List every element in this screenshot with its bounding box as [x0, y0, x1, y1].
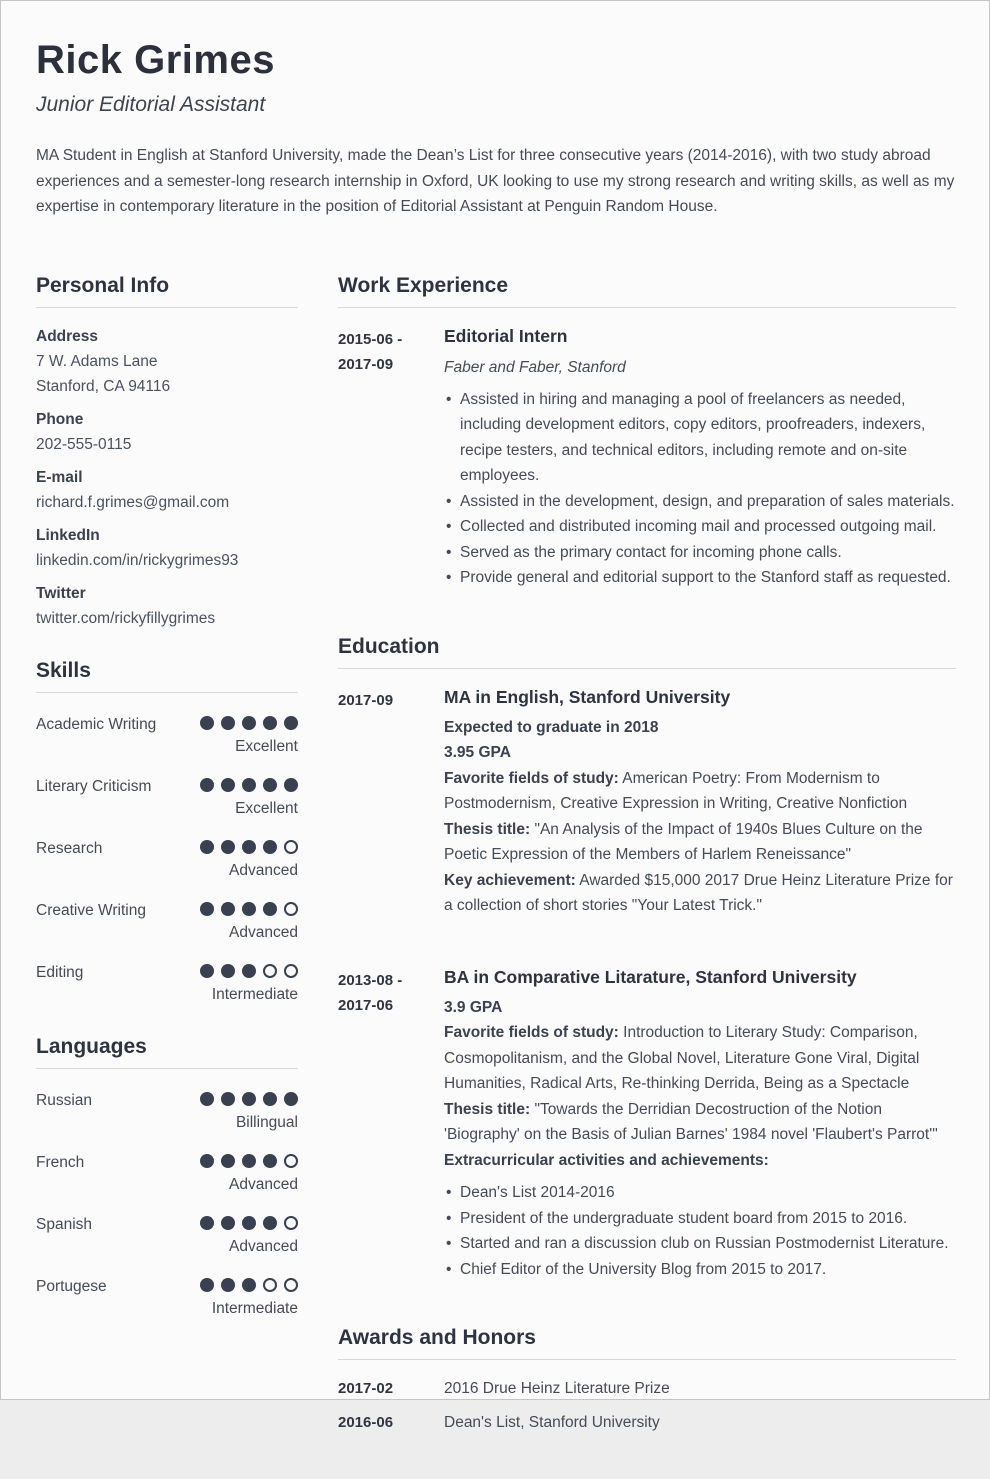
education-entry-body [444, 685, 956, 919]
right-column [338, 274, 956, 1479]
rating-row [36, 1271, 298, 1321]
education-details [444, 995, 956, 1174]
languages-heading: Languages [36, 1035, 298, 1069]
rating-value [200, 709, 298, 759]
education-detail-line [444, 766, 956, 817]
detail-label: Favorite fields of study: [444, 1024, 619, 1041]
detail-text: Awarded $15,000 2017 Drue Heinz Literature Prize for a collection of short stories "Your Latest Trick." [444, 872, 953, 915]
detail-text: "Towards the Derridian Decostruction of the Notion 'Biography' on the Basis of Julian Barnes' 1984 novel 'Flaubert's Parrot'" [444, 1101, 938, 1144]
detail-label: Favorite fields of study: [444, 770, 619, 787]
filled-dot-icon [221, 716, 235, 730]
job-bullet: • Collected and distributed incoming mail and processed outgoing mail. [444, 514, 956, 540]
rating-dots [200, 1085, 298, 1106]
personal-info-value: twitter.com/rickyfillygrimes [36, 606, 298, 631]
award-title: Dean's List, Stanford University [444, 1410, 956, 1435]
awards-heading: Awards and Honors [338, 1326, 956, 1360]
rating-dots [200, 771, 298, 792]
rating-value [200, 957, 298, 1007]
filled-dot-icon [221, 778, 235, 792]
detail-label: Thesis title: [444, 821, 530, 838]
skills-list [36, 709, 298, 1007]
personal-info-label: Twitter [36, 581, 298, 606]
rating-value [200, 1209, 298, 1259]
personal-info-label: E-mail [36, 465, 298, 490]
rating-value [200, 1147, 298, 1197]
rating-value [200, 1085, 298, 1135]
education-detail-line [444, 995, 956, 1021]
entry-date-line: 2017-09 [338, 352, 444, 377]
personal-info-label: LinkedIn [36, 523, 298, 548]
work-entry [338, 324, 956, 591]
rating-row [36, 957, 298, 1007]
rating-value [200, 895, 298, 945]
rating-row [36, 833, 298, 883]
filled-dot-icon [221, 964, 235, 978]
personal-info-value: linkedin.com/in/rickygrimes93 [36, 548, 298, 573]
rating-dots [200, 1209, 298, 1230]
education-detail-line [444, 817, 956, 868]
empty-dot-icon [284, 964, 298, 978]
award-row [338, 1410, 956, 1435]
resume-header [36, 37, 956, 220]
filled-dot-icon [200, 1216, 214, 1230]
education-bullet: • Started and ran a discussion club on Russian Postmodernist Literature. [444, 1231, 956, 1257]
personal-info-list [36, 324, 298, 631]
rating-name: Academic Writing [36, 709, 156, 759]
candidate-title: Junior Editorial Assistant [36, 92, 956, 118]
work-entries [338, 324, 956, 591]
education-detail-line [444, 1097, 956, 1148]
rating-row [36, 895, 298, 945]
detail-label: Expected to graduate in 2018 [444, 719, 659, 736]
skills-heading: Skills [36, 659, 298, 693]
awards-list [338, 1376, 956, 1435]
award-title: 2016 Drue Heinz Literature Prize [444, 1376, 956, 1401]
filled-dot-icon [263, 716, 277, 730]
education-detail-line [444, 1020, 956, 1097]
rating-dots [200, 895, 298, 916]
filled-dot-icon [284, 778, 298, 792]
filled-dot-icon [242, 1092, 256, 1106]
personal-info-label: Phone [36, 407, 298, 432]
award-row [338, 1376, 956, 1401]
detail-label: 3.9 GPA [444, 999, 502, 1016]
filled-dot-icon [200, 840, 214, 854]
rating-name: Editing [36, 957, 83, 1007]
entry-date-line: 2015-06 - [338, 327, 444, 352]
section-education [338, 635, 956, 1283]
rating-level-label: Advanced [200, 858, 298, 883]
filled-dot-icon [263, 1154, 277, 1168]
filled-dot-icon [242, 1278, 256, 1292]
filled-dot-icon [221, 1216, 235, 1230]
company-name: Faber and Faber, Stanford [444, 355, 956, 380]
education-entry [338, 685, 956, 919]
rating-name: Russian [36, 1085, 92, 1135]
education-detail-line [444, 740, 956, 766]
detail-label: 3.95 GPA [444, 744, 511, 761]
rating-row [36, 1085, 298, 1135]
rating-name: Portugese [36, 1271, 107, 1321]
filled-dot-icon [221, 1154, 235, 1168]
rating-name: French [36, 1147, 84, 1197]
rating-value [200, 771, 298, 821]
rating-level-label: Advanced [200, 1172, 298, 1197]
rating-row [36, 709, 298, 759]
profile-summary: MA Student in English at Stanford University, made the Dean’s List for three consecutive years (2014-2016), with two study abroad experiences and a semester-long research internship in Oxford, UK looking to use my strong research and writing skills, as well as my expertise in contemporary literature in the position of Editorial Assistant at Penguin Random House. [36, 143, 956, 220]
section-awards [338, 1326, 956, 1435]
filled-dot-icon [242, 902, 256, 916]
rating-value [200, 1271, 298, 1321]
rating-name: Literary Criticism [36, 771, 151, 821]
personal-info-value: richard.f.grimes@gmail.com [36, 490, 298, 515]
filled-dot-icon [200, 1278, 214, 1292]
languages-list [36, 1085, 298, 1321]
filled-dot-icon [242, 716, 256, 730]
job-title: Editorial Intern [444, 324, 956, 348]
section-work-experience [338, 274, 956, 591]
education-details [444, 715, 956, 919]
entry-date-range [338, 324, 444, 591]
rating-level-label: Excellent [200, 734, 298, 759]
rating-level-label: Advanced [200, 920, 298, 945]
rating-row [36, 771, 298, 821]
personal-info-item [36, 581, 298, 631]
filled-dot-icon [200, 964, 214, 978]
filled-dot-icon [221, 902, 235, 916]
rating-row [36, 1147, 298, 1197]
filled-dot-icon [221, 840, 235, 854]
filled-dot-icon [200, 1154, 214, 1168]
entry-date-line: 2017-09 [338, 688, 444, 713]
filled-dot-icon [242, 1216, 256, 1230]
rating-level-label: Excellent [200, 796, 298, 821]
personal-info-label: Address [36, 324, 298, 349]
empty-dot-icon [263, 1278, 277, 1292]
section-skills [36, 659, 298, 1007]
rating-level-label: Billingual [200, 1110, 298, 1135]
personal-info-item [36, 465, 298, 515]
detail-label: Key achievement: [444, 872, 576, 889]
rating-dots [200, 957, 298, 978]
empty-dot-icon [284, 840, 298, 854]
detail-text: American Poetry: From Modernism to Postmodernism, Creative Expression in Writing, Creative Nonfiction [444, 770, 907, 813]
degree-title: MA in English, Stanford University [444, 685, 956, 709]
education-bullet: • President of the undergraduate student board from 2015 to 2016. [444, 1206, 956, 1232]
education-bullet: • Chief Editor of the University Blog from 2015 to 2017. [444, 1257, 956, 1283]
work-experience-heading: Work Experience [338, 274, 956, 308]
rating-value [200, 833, 298, 883]
filled-dot-icon [242, 778, 256, 792]
empty-dot-icon [284, 1154, 298, 1168]
filled-dot-icon [263, 1092, 277, 1106]
detail-text: Introduction to Literary Study: Comparison, Cosmopolitanism, and the Global Novel, Literature Gone Viral, Digital Humanities, Radical Arts, Re-thinking Derrida, Being as a Spectacle [444, 1024, 919, 1092]
award-date: 2017-02 [338, 1376, 444, 1401]
section-personal-info [36, 274, 298, 631]
filled-dot-icon [263, 778, 277, 792]
rating-dots [200, 709, 298, 730]
filled-dot-icon [284, 1092, 298, 1106]
empty-dot-icon [263, 964, 277, 978]
education-entry [338, 965, 956, 1283]
education-detail-line [444, 868, 956, 919]
personal-info-heading: Personal Info [36, 274, 298, 308]
filled-dot-icon [242, 840, 256, 854]
empty-dot-icon [284, 902, 298, 916]
education-bullet-list [444, 1180, 956, 1282]
entry-date-line: 2013-08 - [338, 968, 444, 993]
rating-level-label: Advanced [200, 1234, 298, 1259]
personal-info-value: 202-555-0115 [36, 432, 298, 457]
rating-dots [200, 1271, 298, 1292]
empty-dot-icon [284, 1216, 298, 1230]
rating-level-label: Intermediate [200, 1296, 298, 1321]
filled-dot-icon [263, 840, 277, 854]
rating-dots [200, 833, 298, 854]
detail-label: Thesis title: [444, 1101, 530, 1118]
job-bullet: • Served as the primary contact for incoming phone calls. [444, 540, 956, 566]
filled-dot-icon [200, 902, 214, 916]
filled-dot-icon [221, 1092, 235, 1106]
education-entry-body [444, 965, 956, 1283]
education-bullet: • Dean's List 2014-2016 [444, 1180, 956, 1206]
job-bullet: • Provide general and editorial support to the Stanford staff as requested. [444, 565, 956, 591]
rating-name: Spanish [36, 1209, 92, 1259]
rating-dots [200, 1147, 298, 1168]
job-bullet: • Assisted in the development, design, and preparation of sales materials. [444, 489, 956, 515]
work-entry-body [444, 324, 956, 591]
education-entries [338, 685, 956, 1283]
rating-level-label: Intermediate [200, 982, 298, 1007]
filled-dot-icon [242, 1154, 256, 1168]
filled-dot-icon [242, 964, 256, 978]
entry-date-line: 2017-06 [338, 993, 444, 1018]
filled-dot-icon [221, 1278, 235, 1292]
personal-info-value: Stanford, CA 94116 [36, 374, 298, 399]
degree-title: BA in Comparative Litarature, Stanford University [444, 965, 956, 989]
job-bullet-list [444, 387, 956, 591]
personal-info-item [36, 407, 298, 457]
job-bullet: • Assisted in hiring and managing a pool of freelancers as needed, including development editors, copy editors, proofreaders, indexers, recipe testers, and technical editors, including remote and on-site employees. [444, 387, 956, 489]
filled-dot-icon [200, 778, 214, 792]
award-date: 2016-06 [338, 1410, 444, 1435]
detail-text: "An Analysis of the Impact of 1940s Blues Culture on the Poetic Expression of the Members of Harlem Reneissance" [444, 821, 923, 864]
section-languages [36, 1035, 298, 1321]
resume-columns [36, 274, 956, 1479]
rating-name: Creative Writing [36, 895, 146, 945]
personal-info-item [36, 523, 298, 573]
personal-info-value: 7 W. Adams Lane [36, 349, 298, 374]
education-detail-line [444, 715, 956, 741]
left-column [36, 274, 298, 1479]
empty-dot-icon [284, 1278, 298, 1292]
detail-label: Extracurricular activities and achievements: [444, 1152, 769, 1169]
filled-dot-icon [263, 1216, 277, 1230]
filled-dot-icon [263, 902, 277, 916]
filled-dot-icon [284, 716, 298, 730]
rating-name: Research [36, 833, 102, 883]
entry-date-range [338, 965, 444, 1283]
personal-info-item [36, 324, 298, 399]
education-detail-line [444, 1148, 956, 1174]
rating-row [36, 1209, 298, 1259]
filled-dot-icon [200, 716, 214, 730]
filled-dot-icon [200, 1092, 214, 1106]
entry-date-range [338, 685, 444, 919]
candidate-name: Rick Grimes [36, 37, 956, 83]
education-heading: Education [338, 635, 956, 669]
